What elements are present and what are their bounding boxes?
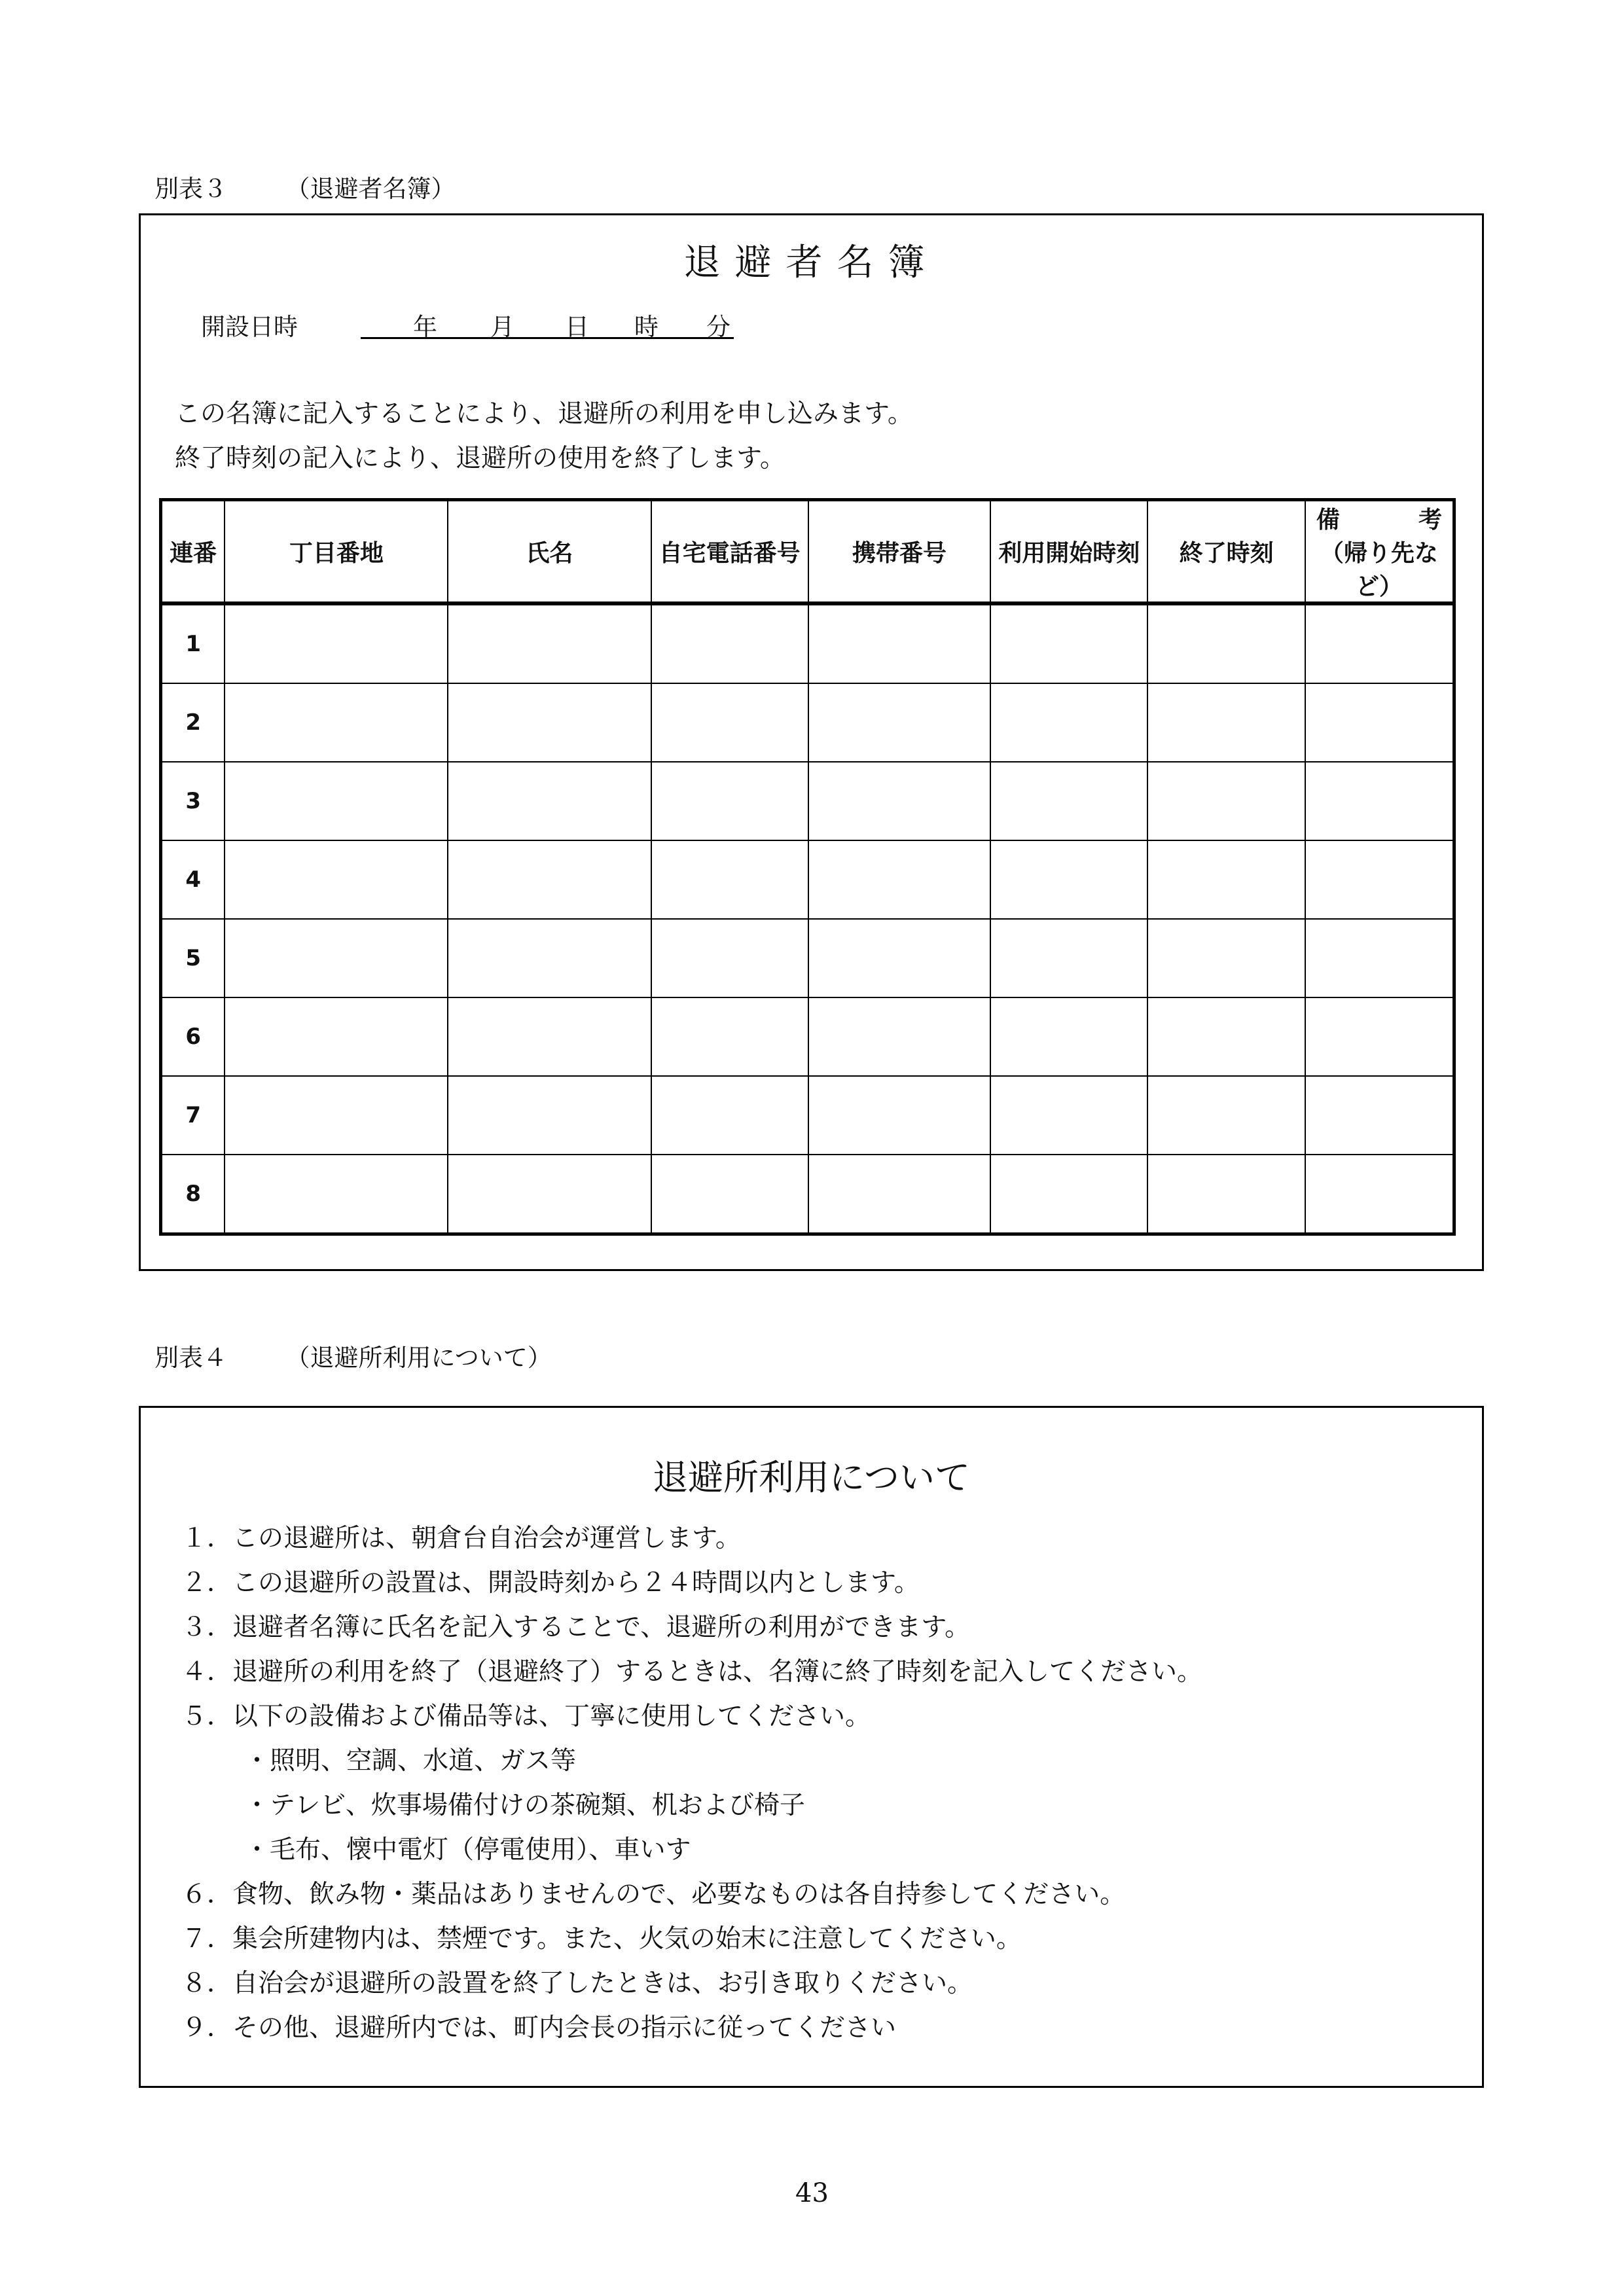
cell-address[interactable] (225, 603, 448, 683)
cell-end-time[interactable] (1147, 1155, 1305, 1234)
cell-address[interactable] (225, 683, 448, 762)
rule-9: ９．その他、退避所内では、町内会長の指示に従ってください (181, 2013, 897, 2043)
cell-home-phone[interactable] (651, 840, 808, 919)
unit-month: 月 (490, 313, 514, 341)
roster-table (159, 498, 1456, 1236)
table-row (161, 919, 1454, 997)
appendix-3-label: 別表３ (154, 175, 227, 203)
row-number: 3 (161, 762, 225, 840)
cell-remarks[interactable] (1305, 840, 1454, 919)
cell-start-time[interactable] (990, 683, 1147, 762)
cell-remarks[interactable] (1305, 603, 1454, 683)
rule-5-sub-2: ・テレビ、炊事場備付けの茶碗類、机および椅子 (244, 1791, 805, 1820)
col-seq: 連番 (161, 500, 225, 604)
cell-home-phone[interactable] (651, 1076, 808, 1155)
cell-mobile[interactable] (808, 1076, 990, 1155)
rule-1: １．この退避所は、朝倉台自治会が運営します。 (181, 1524, 741, 1553)
cell-end-time[interactable] (1147, 603, 1305, 683)
rule-2: ２．この退避所の設置は、開設時刻から２４時間以内とします。 (181, 1568, 920, 1598)
rule-6: ６．食物、飲み物・薬品はありませんので、必要なものは各自持参してください。 (181, 1880, 1126, 1909)
cell-home-phone[interactable] (651, 1155, 808, 1234)
rule-8: ８．自治会が退避所の設置を終了したときは、お引き取りください。 (181, 1969, 973, 1998)
cell-remarks[interactable] (1305, 1076, 1454, 1155)
cell-address[interactable] (225, 997, 448, 1076)
cell-name[interactable] (448, 840, 651, 919)
cell-home-phone[interactable] (651, 762, 808, 840)
cell-home-phone[interactable] (651, 683, 808, 762)
page-number: 43 (795, 2178, 829, 2208)
cell-remarks[interactable] (1305, 762, 1454, 840)
cell-remarks[interactable] (1305, 1155, 1454, 1234)
rule-4: ４．退避所の利用を終了（退避終了）するときは、名簿に終了時刻を記入してください。 (181, 1657, 1203, 1687)
notice-line-2: 終了時刻の記入により、退避所の使用を終了します。 (175, 444, 785, 473)
col-start-time: 利用開始時刻 (990, 500, 1147, 604)
notice-line-1: この名簿に記入することにより、退避所の利用を申し込みます。 (175, 399, 913, 429)
cell-mobile[interactable] (808, 840, 990, 919)
cell-name[interactable] (448, 603, 651, 683)
cell-home-phone[interactable] (651, 603, 808, 683)
appendix-3-caption (154, 169, 456, 204)
table-row (161, 840, 1454, 919)
table-row (161, 1155, 1454, 1234)
cell-remarks[interactable] (1305, 997, 1454, 1076)
cell-mobile[interactable] (808, 997, 990, 1076)
opening-datetime-field[interactable] (361, 307, 734, 339)
unit-year: 年 (413, 313, 437, 341)
cell-address[interactable] (225, 840, 448, 919)
rule-7: ７．集会所建物内は、禁煙です。また、火気の始末に注意してください。 (181, 1924, 1022, 1954)
cell-address[interactable] (225, 919, 448, 997)
cell-mobile[interactable] (808, 1155, 990, 1234)
cell-name[interactable] (448, 1155, 651, 1234)
col-remarks-note: （帰り先など） (1320, 540, 1438, 600)
row-number: 4 (161, 840, 225, 919)
cell-address[interactable] (225, 762, 448, 840)
table-row (161, 603, 1454, 683)
table-row (161, 997, 1454, 1076)
cell-mobile[interactable] (808, 762, 990, 840)
rule-3: ３．退避者名簿に氏名を記入することで、退避所の利用ができます。 (181, 1613, 971, 1642)
rule-5-sub-1: ・照明、空調、水道、ガス等 (244, 1746, 577, 1776)
cell-end-time[interactable] (1147, 1076, 1305, 1155)
col-remarks-char-2: 考 (1418, 507, 1442, 533)
cell-address[interactable] (225, 1076, 448, 1155)
row-number: 2 (161, 683, 225, 762)
rules-title: 退避所利用について (653, 1457, 970, 1498)
col-address: 丁目番地 (225, 500, 448, 604)
col-mobile: 携帯番号 (808, 500, 990, 604)
cell-start-time[interactable] (990, 1076, 1147, 1155)
cell-name[interactable] (448, 683, 651, 762)
roster-title: 退避者名簿 (683, 242, 939, 284)
col-home-phone: 自宅電話番号 (651, 500, 808, 604)
row-number: 1 (161, 603, 225, 683)
col-end-time: 終了時刻 (1147, 500, 1305, 604)
roster-header-row (161, 500, 1454, 604)
cell-mobile[interactable] (808, 919, 990, 997)
cell-end-time[interactable] (1147, 997, 1305, 1076)
appendix-4-caption (154, 1338, 552, 1373)
table-row (161, 762, 1454, 840)
cell-name[interactable] (448, 1076, 651, 1155)
row-number: 6 (161, 997, 225, 1076)
col-remarks-char-1: 備 (1316, 507, 1340, 533)
row-number: 5 (161, 919, 225, 997)
row-number: 7 (161, 1076, 225, 1155)
col-name: 氏名 (448, 500, 651, 604)
appendix-3-caption-title: （退避者名簿） (285, 175, 456, 203)
shelter-rules-box (139, 1406, 1484, 2088)
cell-end-time[interactable] (1147, 762, 1305, 840)
cell-mobile[interactable] (808, 683, 990, 762)
cell-start-time[interactable] (990, 603, 1147, 683)
table-row (161, 1076, 1454, 1155)
opening-datetime-label: 開設日時 (201, 313, 298, 341)
appendix-4-caption-title: （退避所利用について） (285, 1344, 552, 1372)
unit-minute: 分 (706, 313, 731, 341)
rule-5-sub-3: ・毛布、懐中電灯（停電使用）、車いす (244, 1835, 691, 1865)
cell-start-time[interactable] (990, 840, 1147, 919)
col-remarks (1305, 500, 1454, 604)
cell-name[interactable] (448, 762, 651, 840)
evacuee-roster-form (139, 213, 1484, 1271)
row-number: 8 (161, 1155, 225, 1234)
cell-start-time[interactable] (990, 762, 1147, 840)
appendix-4-label: 別表４ (154, 1344, 227, 1372)
unit-hour: 時 (634, 313, 659, 341)
cell-start-time[interactable] (990, 919, 1147, 997)
cell-home-phone[interactable] (651, 997, 808, 1076)
cell-home-phone[interactable] (651, 919, 808, 997)
cell-start-time[interactable] (990, 1155, 1147, 1234)
rule-5: ５．以下の設備および備品等は、丁寧に使用してください。 (181, 1702, 871, 1731)
table-row (161, 683, 1454, 762)
cell-remarks[interactable] (1305, 683, 1454, 762)
cell-end-time[interactable] (1147, 683, 1305, 762)
cell-name[interactable] (448, 997, 651, 1076)
unit-day: 日 (565, 313, 589, 341)
cell-address[interactable] (225, 1155, 448, 1234)
cell-mobile[interactable] (808, 603, 990, 683)
cell-start-time[interactable] (990, 997, 1147, 1076)
cell-end-time[interactable] (1147, 840, 1305, 919)
cell-end-time[interactable] (1147, 919, 1305, 997)
cell-name[interactable] (448, 919, 651, 997)
cell-remarks[interactable] (1305, 919, 1454, 997)
